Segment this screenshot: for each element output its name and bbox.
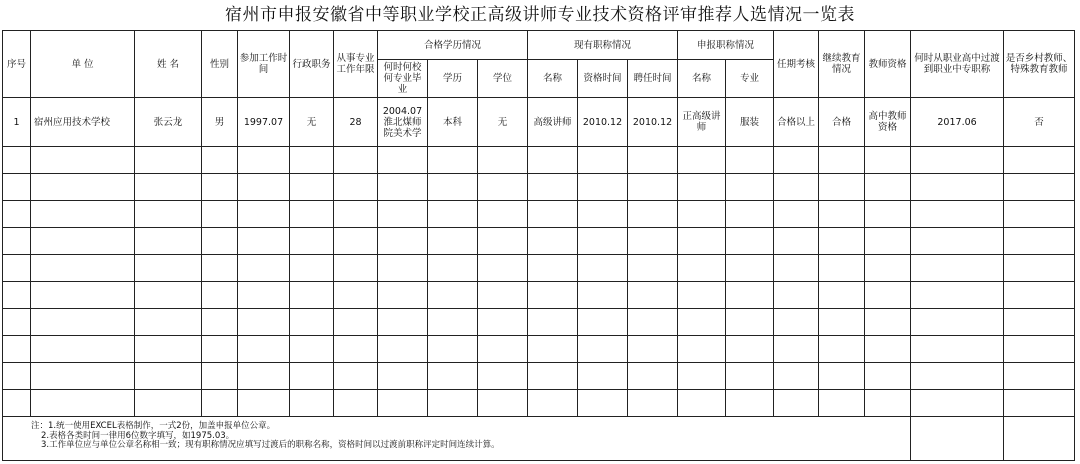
empty-cell[interactable] [726,147,774,174]
empty-table-row [3,363,1075,390]
empty-cell[interactable] [290,282,334,309]
empty-cell[interactable] [378,282,428,309]
empty-cell[interactable] [628,390,678,417]
table-row [3,98,1075,147]
empty-cell[interactable] [202,282,238,309]
spreadsheet-table-wrapper [2,30,1074,461]
empty-cell[interactable] [135,363,202,390]
empty-cell[interactable] [238,282,290,309]
empty-table-row [3,336,1075,363]
empty-table-row [3,174,1075,201]
empty-cell[interactable] [334,363,378,390]
empty-cell[interactable] [135,336,202,363]
empty-cell[interactable] [865,147,911,174]
empty-cell[interactable] [290,201,334,228]
empty-cell[interactable] [911,147,1004,174]
empty-cell[interactable] [290,147,334,174]
empty-cell[interactable] [202,174,238,201]
empty-cell[interactable] [578,309,628,336]
cell-cur-title-name[interactable]: 高级讲师 [528,98,578,147]
empty-cell[interactable] [428,255,478,282]
empty-cell[interactable] [3,363,31,390]
cell-years-in-field[interactable]: 28 [334,98,378,147]
empty-cell[interactable] [3,255,31,282]
empty-cell[interactable] [238,309,290,336]
cell-teacher-qual[interactable]: 高中教师资格 [865,98,911,147]
empty-cell[interactable] [819,201,865,228]
empty-cell[interactable] [911,282,1004,309]
empty-cell[interactable] [31,282,135,309]
empty-cell[interactable] [135,228,202,255]
empty-cell[interactable] [135,174,202,201]
empty-cell[interactable] [726,174,774,201]
empty-cell[interactable] [528,147,578,174]
empty-cell[interactable] [911,336,1004,363]
cell-unit[interactable]: 宿州应用技术学校 [31,98,135,147]
empty-cell[interactable] [911,255,1004,282]
empty-cell[interactable] [428,228,478,255]
header-edu-degree-level: 学历 [428,60,478,98]
empty-cell[interactable] [290,363,334,390]
empty-table-row [3,282,1075,309]
empty-cell[interactable] [819,255,865,282]
empty-cell[interactable] [31,363,135,390]
empty-cell[interactable] [865,255,911,282]
cell-cur-title-qual-time[interactable]: 2010.12 [578,98,628,147]
empty-cell[interactable] [428,174,478,201]
empty-cell[interactable] [578,363,628,390]
empty-cell[interactable] [478,228,528,255]
empty-cell[interactable] [911,309,1004,336]
header-continuing-edu: 继续教育情况 [819,31,865,98]
header-apply-title-name: 名称 [678,60,726,98]
header-cur-title-hire-time: 聘任时间 [628,60,678,98]
empty-cell[interactable] [1004,309,1075,336]
empty-table-row [3,201,1075,228]
empty-cell[interactable] [1004,390,1075,417]
empty-cell[interactable] [774,363,819,390]
empty-cell[interactable] [202,255,238,282]
empty-cell[interactable] [478,282,528,309]
empty-cell[interactable] [578,282,628,309]
empty-cell[interactable] [774,228,819,255]
header-gender: 性别 [202,31,238,98]
empty-cell[interactable] [726,336,774,363]
page-title: 宿州市申报安徽省中等职业学校正高级讲师专业技术资格评审推荐人选情况一览表 [225,5,855,25]
empty-cell[interactable] [378,309,428,336]
empty-cell[interactable] [202,147,238,174]
empty-cell[interactable] [865,309,911,336]
empty-cell[interactable] [819,282,865,309]
empty-cell[interactable] [726,201,774,228]
empty-cell[interactable] [1004,336,1075,363]
cell-term-review[interactable]: 合格以上 [774,98,819,147]
empty-cell[interactable] [528,255,578,282]
header-unit: 单 位 [31,31,135,98]
empty-cell[interactable] [378,390,428,417]
empty-cell[interactable] [135,390,202,417]
empty-cell[interactable] [290,390,334,417]
note-line-2: 2.表格各类时间一律用6位数字填写，如1975.03。 [41,430,235,441]
empty-cell[interactable] [678,255,726,282]
empty-cell[interactable] [911,201,1004,228]
empty-cell[interactable] [31,255,135,282]
cell-name[interactable]: 张云龙 [135,98,202,147]
empty-cell[interactable] [865,201,911,228]
empty-table-row [3,147,1075,174]
cell-edu-degree-level[interactable]: 本科 [428,98,478,147]
empty-cell[interactable] [334,336,378,363]
header-cur-title-group: 现有职称情况 [528,31,678,60]
empty-cell[interactable] [135,309,202,336]
empty-cell[interactable] [774,201,819,228]
cell-seq[interactable]: 1 [3,98,31,147]
empty-cell[interactable] [238,336,290,363]
empty-cell[interactable] [911,363,1004,390]
empty-cell[interactable] [334,255,378,282]
empty-cell[interactable] [31,336,135,363]
empty-cell[interactable] [3,201,31,228]
empty-cell[interactable] [238,363,290,390]
empty-cell[interactable] [628,174,678,201]
header-apply-title-group: 申报职称情况 [678,31,774,60]
empty-cell[interactable] [865,228,911,255]
empty-cell[interactable] [378,201,428,228]
empty-cell[interactable] [290,336,334,363]
empty-cell[interactable] [3,282,31,309]
empty-cell[interactable] [478,147,528,174]
empty-cell[interactable] [428,363,478,390]
empty-cell[interactable] [819,174,865,201]
empty-cell[interactable] [628,228,678,255]
empty-cell[interactable] [428,147,478,174]
empty-cell[interactable] [428,282,478,309]
empty-cell[interactable] [911,390,1004,417]
empty-cell[interactable] [578,147,628,174]
empty-cell[interactable] [911,174,1004,201]
empty-cell[interactable] [628,336,678,363]
empty-cell[interactable] [378,174,428,201]
empty-cell[interactable] [726,309,774,336]
empty-cell[interactable] [334,228,378,255]
empty-cell[interactable] [3,336,31,363]
header-seq: 序号 [3,31,31,98]
empty-cell[interactable] [290,174,334,201]
empty-cell[interactable] [726,363,774,390]
empty-table-row [3,228,1075,255]
empty-cell[interactable] [528,336,578,363]
empty-cell[interactable] [238,201,290,228]
empty-cell[interactable] [678,336,726,363]
empty-cell[interactable] [238,390,290,417]
empty-cell[interactable] [202,336,238,363]
header-years-in-field: 从事专业工作年限 [334,31,378,98]
empty-cell[interactable] [428,201,478,228]
empty-cell[interactable] [135,147,202,174]
empty-cell[interactable] [678,363,726,390]
empty-cell[interactable] [1004,174,1075,201]
empty-cell[interactable] [3,390,31,417]
empty-cell[interactable] [428,309,478,336]
empty-table-row [3,255,1075,282]
notes-row [3,417,1075,461]
header-name: 姓 名 [135,31,202,98]
header-edu-degree: 学位 [478,60,528,98]
empty-cell[interactable] [31,201,135,228]
empty-cell[interactable] [678,390,726,417]
cell-apply-title-major[interactable]: 服装 [726,98,774,147]
empty-cell[interactable] [578,201,628,228]
empty-cell[interactable] [478,255,528,282]
header-work-start: 参加工作时间 [238,31,290,98]
cell-transition-time[interactable]: 2017.06 [911,98,1004,147]
empty-cell[interactable] [726,282,774,309]
empty-cell[interactable] [478,201,528,228]
cell-admin-post[interactable]: 无 [290,98,334,147]
empty-cell[interactable] [774,309,819,336]
empty-cell[interactable] [819,390,865,417]
cell-rural-teacher[interactable]: 否 [1004,98,1075,147]
empty-cell[interactable] [290,255,334,282]
header-teacher-qual: 教师资格 [865,31,911,98]
empty-cell[interactable] [1004,282,1075,309]
header-term-review: 任期考核 [774,31,819,98]
cell-work-start[interactable]: 1997.07 [238,98,290,147]
empty-cell[interactable] [528,282,578,309]
empty-cell[interactable] [378,336,428,363]
empty-cell[interactable] [528,174,578,201]
empty-cell[interactable] [774,255,819,282]
empty-cell[interactable] [678,282,726,309]
empty-cell[interactable] [726,228,774,255]
header-edu-when-where: 何时何校何专业毕业 [378,60,428,98]
cell-apply-title-name[interactable]: 正高级讲师 [678,98,726,147]
empty-cell[interactable] [31,309,135,336]
empty-cell[interactable] [865,363,911,390]
empty-cell[interactable] [202,363,238,390]
note-line-1: 注：1.统一使用EXCEL表格制作，一式2份，加盖申报单位公章。 [31,421,276,431]
empty-cell[interactable] [628,201,678,228]
empty-cell[interactable] [334,201,378,228]
header-admin-post: 行政职务 [290,31,334,98]
empty-cell[interactable] [290,309,334,336]
empty-cell[interactable] [678,201,726,228]
notes-side-cell[interactable] [911,417,1004,461]
empty-cell[interactable] [528,309,578,336]
header-apply-title-major: 专业 [726,60,774,98]
empty-cell[interactable] [334,174,378,201]
empty-cell[interactable] [819,309,865,336]
empty-cell[interactable] [774,147,819,174]
empty-cell[interactable] [819,228,865,255]
empty-cell[interactable] [819,147,865,174]
empty-cell[interactable] [628,255,678,282]
empty-cell[interactable] [726,390,774,417]
empty-cell[interactable] [726,255,774,282]
empty-cell[interactable] [238,174,290,201]
empty-cell[interactable] [578,255,628,282]
empty-cell[interactable] [478,363,528,390]
empty-cell[interactable] [865,282,911,309]
empty-cell[interactable] [202,228,238,255]
header-rural-teacher: 是否乡村教师、特殊教育教师 [1004,31,1075,98]
empty-cell[interactable] [865,336,911,363]
notes-cell[interactable] [3,417,911,461]
empty-cell[interactable] [578,174,628,201]
empty-cell[interactable] [678,174,726,201]
empty-cell[interactable] [678,309,726,336]
empty-cell[interactable] [378,228,428,255]
empty-cell[interactable] [31,147,135,174]
empty-cell[interactable] [528,390,578,417]
header-transition-time: 何时从职业高中过渡到职业中专职称 [911,31,1004,98]
empty-cell[interactable] [819,363,865,390]
empty-cell[interactable] [478,390,528,417]
header-cur-title-qual-time: 资格时间 [578,60,628,98]
empty-cell[interactable] [334,282,378,309]
empty-cell[interactable] [238,147,290,174]
empty-cell[interactable] [1004,255,1075,282]
empty-cell[interactable] [1004,147,1075,174]
empty-cell[interactable] [3,147,31,174]
empty-cell[interactable] [911,228,1004,255]
empty-cell[interactable] [3,228,31,255]
empty-cell[interactable] [1004,201,1075,228]
empty-cell[interactable] [238,228,290,255]
empty-cell[interactable] [578,228,628,255]
empty-cell[interactable] [135,282,202,309]
empty-cell[interactable] [378,147,428,174]
cell-gender[interactable]: 男 [202,98,238,147]
cell-edu-degree[interactable]: 无 [478,98,528,147]
empty-cell[interactable] [3,174,31,201]
empty-cell[interactable] [3,309,31,336]
empty-cell[interactable] [478,309,528,336]
empty-cell[interactable] [428,336,478,363]
empty-cell[interactable] [678,228,726,255]
empty-cell[interactable] [202,201,238,228]
empty-cell[interactable] [528,228,578,255]
empty-table-row [3,390,1075,417]
notes-side-cell[interactable] [1004,417,1075,461]
empty-cell[interactable] [428,390,478,417]
empty-cell[interactable] [202,309,238,336]
empty-cell[interactable] [628,147,678,174]
empty-cell[interactable] [478,336,528,363]
empty-cell[interactable] [774,336,819,363]
empty-cell[interactable] [334,147,378,174]
cell-continuing-edu[interactable]: 合格 [819,98,865,147]
empty-cell[interactable] [578,390,628,417]
empty-cell[interactable] [865,390,911,417]
cell-edu-when-where[interactable]: 2004.07淮北煤师院美术学 [378,98,428,147]
note-line-3: 3.工作单位应与单位公章名称相一致；现有职称情况应填写过渡后的职称名称，资格时间以过渡前职称评定时间连续计算。 [41,440,500,450]
empty-cell[interactable] [528,363,578,390]
empty-cell[interactable] [31,390,135,417]
empty-cell[interactable] [31,228,135,255]
empty-cell[interactable] [238,255,290,282]
empty-cell[interactable] [628,309,678,336]
empty-cell[interactable] [774,174,819,201]
empty-cell[interactable] [578,336,628,363]
header-edu-group: 合格学历情况 [378,31,528,60]
empty-cell[interactable] [678,147,726,174]
empty-cell[interactable] [1004,363,1075,390]
empty-cell[interactable] [334,309,378,336]
empty-cell[interactable] [378,363,428,390]
candidates-table [2,30,1075,461]
empty-cell[interactable] [202,390,238,417]
empty-cell[interactable] [774,282,819,309]
empty-cell[interactable] [135,255,202,282]
empty-table-row [3,309,1075,336]
empty-cell[interactable] [1004,228,1075,255]
empty-cell[interactable] [528,201,578,228]
header-cur-title-name: 名称 [528,60,578,98]
empty-cell[interactable] [290,228,334,255]
cell-cur-title-hire-time[interactable]: 2010.12 [628,98,678,147]
empty-cell[interactable] [774,390,819,417]
empty-cell[interactable] [819,336,865,363]
empty-cell[interactable] [628,282,678,309]
empty-cell[interactable] [378,255,428,282]
empty-cell[interactable] [478,174,528,201]
empty-cell[interactable] [31,174,135,201]
empty-cell[interactable] [135,201,202,228]
empty-cell[interactable] [865,174,911,201]
empty-rows [3,147,1075,417]
empty-cell[interactable] [628,363,678,390]
empty-cell[interactable] [334,390,378,417]
